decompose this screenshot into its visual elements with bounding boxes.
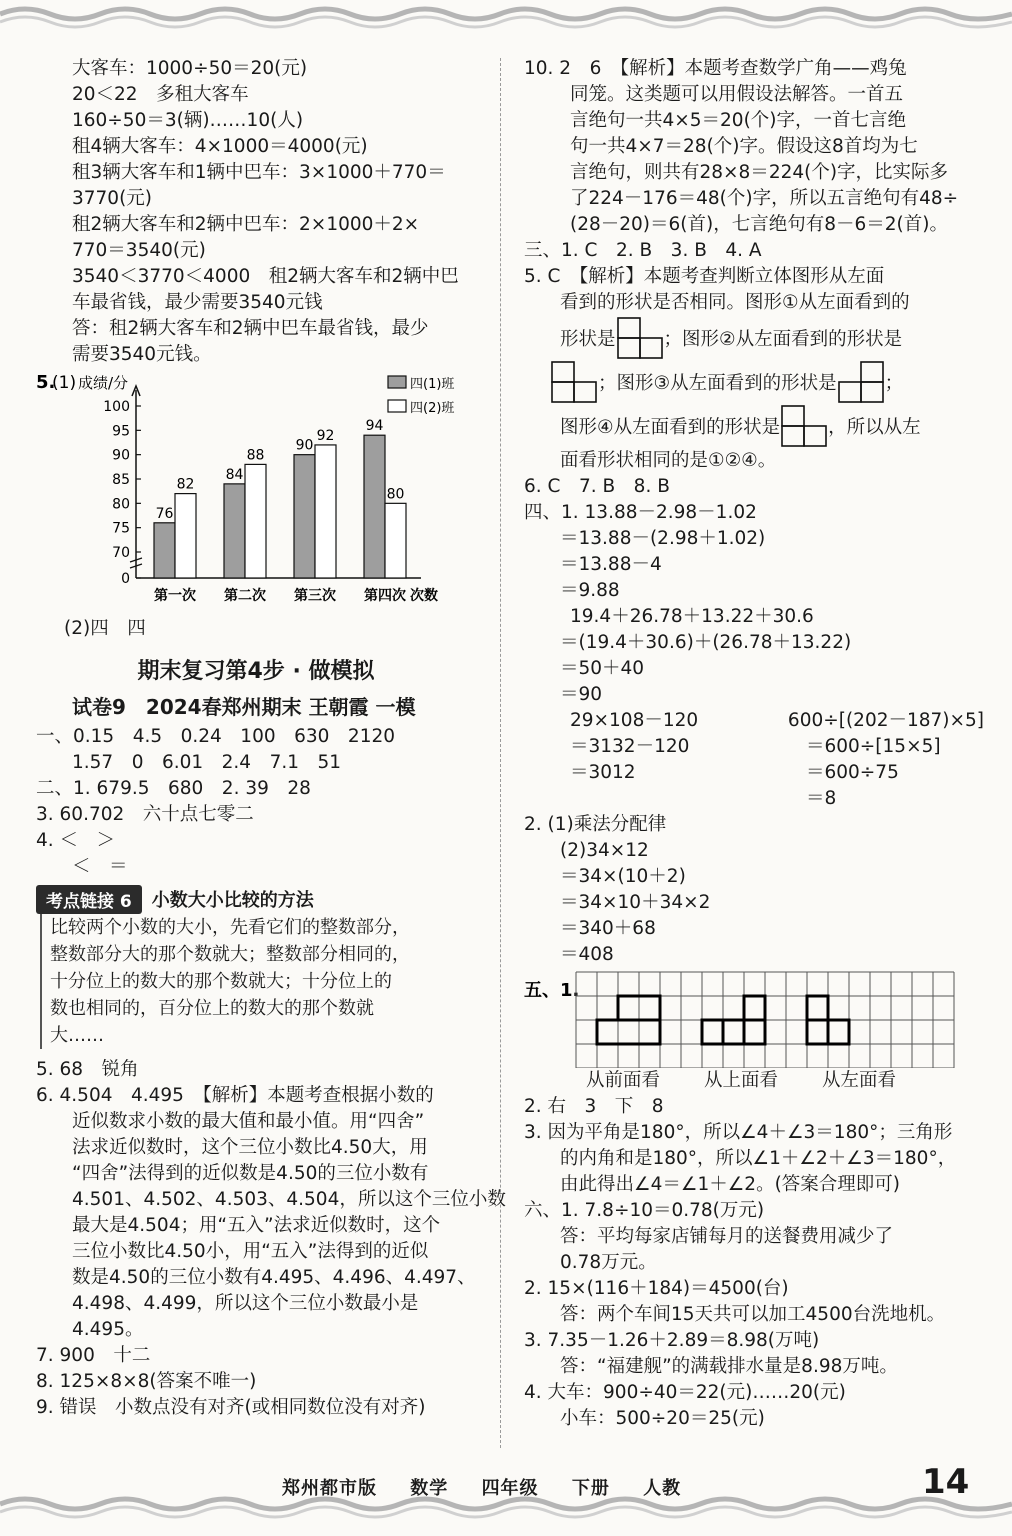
legend-swatch — [388, 376, 406, 388]
shape-figure-4-icon — [780, 404, 828, 448]
bar — [175, 494, 196, 578]
bar-value-label: 82 — [176, 476, 195, 493]
knowledge-link-body — [40, 914, 476, 1049]
view-grid-figure — [524, 968, 984, 1068]
bar — [315, 445, 336, 578]
text-line: 需要3540元钱。 — [72, 344, 212, 365]
y-tick-label: 75 — [112, 520, 130, 537]
text-line: 二、1. 679.5 680 2. 39 28 — [36, 778, 311, 799]
bar-value-label: 84 — [225, 466, 244, 483]
bar — [364, 435, 385, 578]
y-tick-label: 90 — [112, 447, 130, 464]
question-number: 5. — [36, 372, 56, 393]
text-line: 租4辆大客车：4×1000＝4000(元) — [72, 136, 368, 157]
text-line: 3. 7.35－1.26＋2.89＝8.98(万吨) — [524, 1330, 820, 1351]
text-line: 6. 4.504 4.495 【解析】本题考查根据小数的 — [36, 1085, 434, 1106]
text-line: 句一共4×7＝28(个)字。假设这8首均为七 — [570, 136, 918, 157]
footer-subject: 数学 — [410, 1478, 449, 1499]
text-line: 6. C 7. B 8. B — [524, 476, 670, 497]
text-line: 法求近似数时，这个三位小数比4.50大，用 — [72, 1137, 428, 1158]
text-fragment: ，所以从左 — [828, 417, 921, 438]
x-axis-label: 次数 — [410, 588, 438, 604]
bar — [245, 464, 266, 578]
text-line: 4.498、4.499，所以这个三位小数最小是 — [72, 1293, 419, 1314]
text-line: 0.78万元。 — [560, 1252, 657, 1273]
front-view-shape — [597, 996, 660, 1044]
grid-label-front: 从前面看 — [586, 1070, 661, 1091]
text-line: 5. C 【解析】本题考查判断立体图形从左面 — [524, 266, 885, 287]
shape-line-2 — [524, 360, 984, 404]
text-line: 1.57 0 6.01 2.4 7.1 51 — [72, 752, 342, 773]
text-line: “四舍”法得到的近似数是4.50的三位小数有 — [72, 1163, 429, 1184]
text-fragment: 图形④从左面看到的形状是 — [560, 417, 781, 438]
text-line: ＝34×10＋34×2 — [560, 892, 711, 913]
chart-svg — [36, 368, 476, 616]
calc-section-2 — [524, 812, 984, 968]
q10-solution — [524, 56, 984, 238]
text-line: 5. 68 锐角 — [36, 1059, 139, 1080]
text-line: 4.495。 — [72, 1319, 144, 1340]
text-line: 整数部分大的那个数就大；整数部分相同的， — [50, 944, 410, 965]
x-tick-label: 第二次 — [224, 588, 266, 604]
text-line: ＝600÷75 — [806, 762, 899, 783]
text-fragment: ； — [884, 373, 904, 394]
text-line: 三、1. C 2. B 3. B 4. A — [524, 240, 762, 261]
text-line: 3. 因为平角是180°，所以∠4＋∠3＝180°；三角形 — [524, 1122, 953, 1143]
text-line: 比较两个小数的大小，先看它们的整数部分， — [50, 917, 410, 938]
footer-publisher: 人教 — [643, 1478, 682, 1499]
y-tick-label: 95 — [112, 423, 130, 440]
text-line: 答：两个车间15天共可以加工4500台洗地机。 — [560, 1304, 946, 1325]
legend-label: 四(2)班 — [410, 401, 455, 416]
text-line: 10. 2 6 【解析】本题考查数学广角——鸡兔 — [524, 58, 907, 79]
grid-label-top: 从上面看 — [704, 1070, 779, 1091]
text-line: ＝(19.4＋30.6)＋(26.78＋13.22) — [560, 632, 852, 653]
text-line: ＝8 — [806, 788, 837, 809]
text-line: 大客车：1000÷50＝20(元) — [72, 58, 308, 79]
bar-value-label: 76 — [155, 505, 174, 522]
text-line: 答：平均每家店铺每月的送餐费用减少了 — [560, 1226, 894, 1247]
text-line: 最大是4.504；用“五入”法求近似数时，这个 — [72, 1215, 441, 1236]
calc-two-columns — [524, 708, 984, 812]
text-line: 2. 右 3 下 8 — [524, 1096, 664, 1117]
y-tick-label: 80 — [112, 496, 130, 513]
text-line: ＝3132－120 — [570, 736, 690, 757]
paper-title: 试卷9 2024春郑州期末 王朝霞 一模 — [72, 695, 416, 719]
footer-edition: 郑州都市版 — [282, 1478, 377, 1499]
legend-swatch — [388, 400, 406, 412]
text-fragment: ；图形②从左面看到的形状是 — [663, 329, 903, 350]
text-line: ＝90 — [560, 684, 603, 705]
view-grid-labels — [524, 1068, 984, 1094]
bar — [294, 455, 315, 578]
text-line: 4. 大车：900÷40＝22(元)……20(元) — [524, 1382, 846, 1403]
shape-figure-1-icon — [616, 316, 664, 360]
column-divider — [500, 58, 501, 1448]
bottom-wave-border — [0, 1494, 1012, 1524]
text-line: 600÷[(202－187)×5] — [787, 710, 984, 731]
text-line: 7. 900 十二 — [36, 1345, 151, 1366]
y-tick-label: 0 — [121, 571, 130, 587]
text-line: 3540＜3770＜4000 租2辆大客车和2辆中巴 — [72, 266, 459, 287]
text-line: ＝600÷[15×5] — [806, 736, 941, 757]
text-fragment: ；图形③从左面看到的形状是 — [598, 373, 837, 394]
bar — [385, 503, 406, 578]
x-tick-label: 第一次 — [154, 588, 196, 604]
bar-value-label: 92 — [316, 427, 335, 444]
text-line: 3. 60.702 六十点七零二 — [36, 804, 254, 825]
page-number: 14 — [922, 1462, 970, 1502]
y-tick-label: 85 — [112, 472, 130, 488]
text-line: 租3辆大客车和1辆中巴车：3×1000＋770＝ — [72, 162, 446, 183]
text-line: 770＝3540(元) — [72, 240, 206, 261]
knowledge-link-header — [36, 884, 476, 914]
shape-figure-2-icon — [550, 360, 598, 404]
text-line: ＝50＋40 — [560, 658, 645, 679]
shape-figure-3-icon — [837, 360, 885, 404]
left-view-shape — [807, 996, 849, 1044]
text-line: ＝3012 — [570, 762, 636, 783]
bar-value-label: 88 — [246, 447, 265, 464]
text-line: 2. (1)乘法分配律 — [524, 814, 667, 835]
text-line: 大…… — [50, 1025, 104, 1046]
bar — [224, 484, 245, 578]
q5-part2: (2)四 四 — [64, 618, 146, 639]
text-line: ＜ ＝ — [72, 856, 128, 877]
y-tick-label: 100 — [103, 399, 130, 415]
text-line: 租2辆大客车和2辆中巴车：2×1000＋2× — [72, 214, 420, 235]
shape-line-3 — [524, 404, 984, 448]
text-line: 20＜22 多租大客车 — [72, 84, 249, 105]
text-line: 160÷50＝3(辆)……10(人) — [72, 110, 304, 131]
text-line: 十分位上的数大的那个数就大；十分位上的 — [50, 971, 392, 992]
text-line: ＝34×(10＋2) — [560, 866, 686, 887]
answers-part-b — [36, 1057, 506, 1421]
text-line: (2)34×12 — [560, 840, 649, 861]
bar — [154, 523, 175, 578]
text-line: 9. 错误 小数点没有对齐(或相同数位没有对齐) — [36, 1397, 426, 1418]
left-column — [36, 56, 506, 1421]
question-sub: (1) — [52, 373, 77, 393]
footer-grade: 四年级 — [481, 1478, 539, 1499]
bar-value-label: 80 — [386, 486, 405, 503]
view-grid-svg — [524, 968, 984, 1068]
section-title: 期末复习第4步 · 做模拟 — [137, 659, 375, 684]
text-line: (28－20)＝6(首)，七言绝句有8－6＝2(首)。 — [570, 214, 948, 235]
text-line: 了224－176＝48(个)字，所以五言绝句有48÷ — [570, 188, 959, 209]
text-line: ＝13.88－4 — [560, 554, 662, 575]
right-column — [524, 56, 984, 1432]
score-bar-chart — [36, 368, 476, 616]
x-tick-label: 第四次 — [364, 588, 406, 604]
text-line: 3770(元) — [72, 188, 153, 209]
text-line: 四、1. 13.88－2.98－1.02 — [524, 502, 757, 523]
calc-section-1 — [524, 500, 984, 708]
answers-part-a — [36, 724, 476, 880]
bar-value-label: 94 — [365, 418, 384, 435]
text-line: 三位小数比4.50小，用“五入”法得到的近似 — [72, 1241, 429, 1262]
text-line: 言绝句，则共有28×8＝224(个)字，比实际多 — [570, 162, 949, 183]
text-line: 8. 125×8×8(答案不唯一) — [36, 1371, 257, 1392]
legend-label: 四(1)班 — [410, 377, 455, 392]
q4-solution — [36, 56, 476, 368]
y-tick-label: 70 — [112, 545, 130, 561]
text-line: 数是4.50的三位小数有4.495、4.496、4.497、 — [72, 1267, 476, 1288]
x-tick-label: 第三次 — [294, 588, 336, 604]
knowledge-link-title: 小数大小比较的方法 — [151, 890, 314, 911]
text-line: 的内角和是180°，所以∠1＋∠2＋∠3＝180°， — [560, 1148, 957, 1169]
text-line: 数也相同的，百分位上的数大的那个数就 — [50, 998, 374, 1019]
text-line: 由此得出∠4＝∠1＋∠2。(答案合理即可) — [560, 1174, 901, 1195]
text-line: 答：“福建舰”的满载排水量是8.98万吨。 — [560, 1356, 898, 1377]
y-axis-label: 成绩/分 — [78, 374, 129, 392]
text-line — [570, 786, 806, 812]
text-line: 29×108－120 — [570, 710, 699, 731]
top-view-shape — [702, 996, 765, 1044]
text-line: 2. 15×(116＋184)＝4500(台) — [524, 1278, 789, 1299]
footer-volume: 下册 — [571, 1478, 610, 1499]
text-line: 言绝句一共4×5＝20(个)字，一首七言绝 — [570, 110, 907, 131]
text-line: ＝408 — [560, 944, 614, 965]
text-line: 看到的形状是否相同。图形①从左面看到的 — [560, 292, 910, 313]
text-line: 车最省钱，最少需要3540元钱 — [72, 292, 323, 313]
text-line: ＝340＋68 — [560, 918, 656, 939]
text-line: 同笼。这类题可以用假设法解答。一首五 — [570, 84, 904, 105]
knowledge-link-box — [36, 884, 476, 1049]
question-label: 五、1. — [524, 980, 580, 1001]
text-fragment: 形状是 — [560, 329, 616, 350]
text-line: 面看形状相同的是①②④。 — [560, 450, 777, 471]
text-line: ＝9.88 — [560, 580, 620, 601]
text-line: 六、1. 7.8÷10＝0.78(万元) — [524, 1200, 765, 1221]
bar-value-label: 90 — [295, 437, 314, 454]
text-line: 4.501、4.502、4.503、4.504，所以这个三位小数 — [72, 1189, 506, 1210]
text-line: 近似数求小数的最大值和最小值。用“四舍” — [72, 1111, 425, 1132]
text-line: 小车：500÷20＝25(元) — [560, 1408, 765, 1429]
text-line: ＝13.88－(2.98＋1.02) — [560, 528, 766, 549]
text-line: 19.4＋26.78＋13.22＋30.6 — [570, 606, 814, 627]
shape-line-1 — [524, 316, 984, 360]
grid-label-left: 从左面看 — [822, 1070, 897, 1091]
text-line: 4. ＜ ＞ — [36, 830, 116, 851]
text-line: 一、0.15 4.5 0.24 100 630 2120 — [36, 726, 396, 747]
tail-answers — [524, 1094, 984, 1432]
top-wave-border — [0, 0, 1012, 30]
knowledge-link-tag: 考点链接 6 — [36, 885, 142, 914]
text-line: 答：租2辆大客车和2辆中巴车最省钱，最少 — [72, 318, 429, 339]
